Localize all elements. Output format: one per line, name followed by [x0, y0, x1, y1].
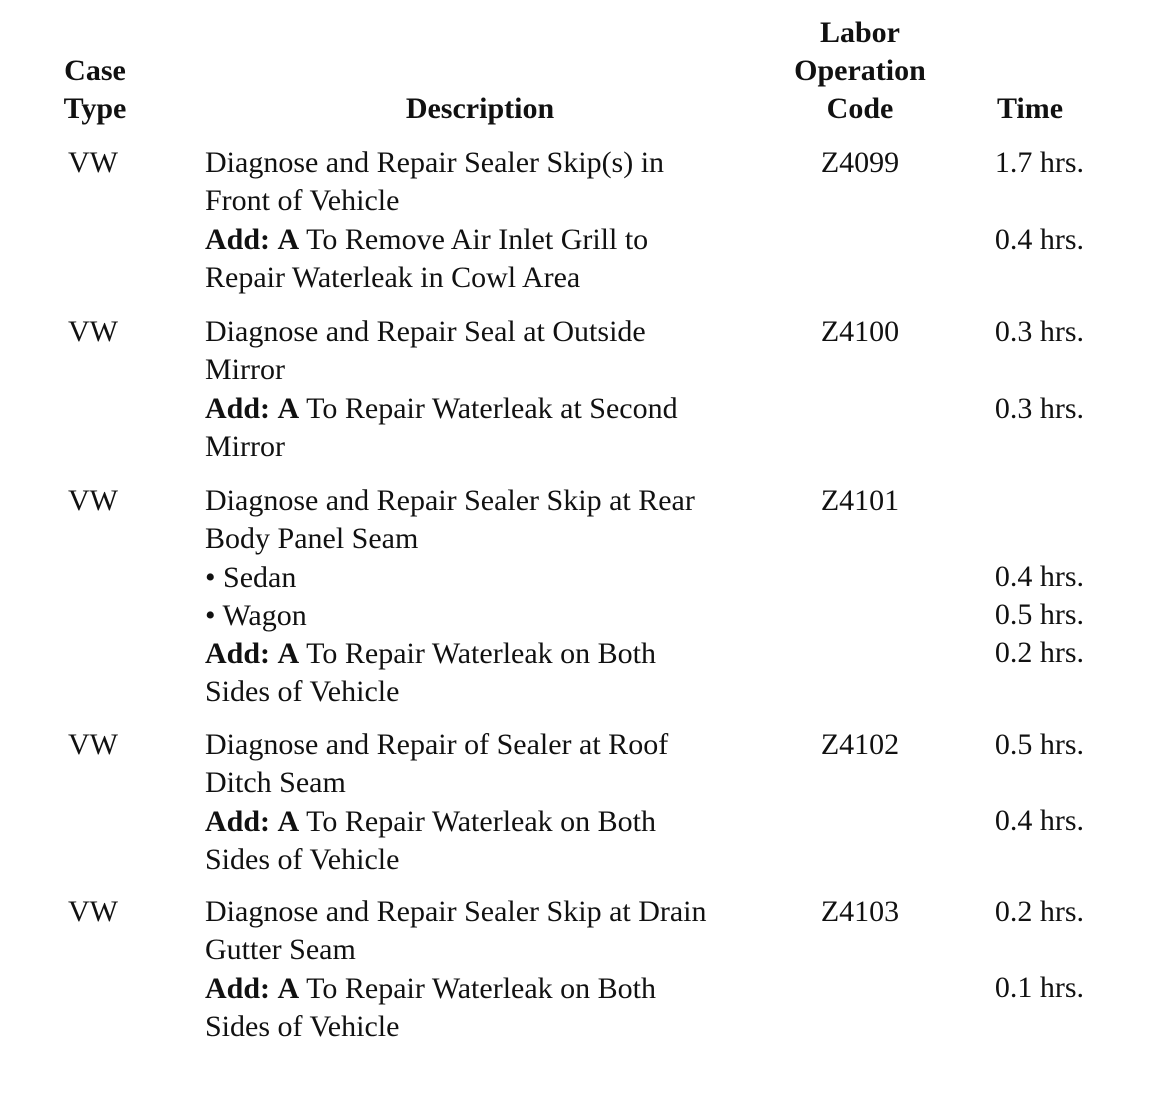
- row-5-add-line-2: Sides of Vehicle: [205, 1009, 400, 1043]
- row-2-desc-line-1: Diagnose and Repair Seal at Outside: [205, 315, 646, 348]
- row-1-case-type: VW: [68, 146, 118, 179]
- header-code-line-3: Code: [826, 92, 894, 125]
- row-1-add-line-1: [205, 221, 785, 259]
- row-4-add-text-1: To Repair Waterleak on Both: [306, 804, 657, 838]
- header-time-text: Time: [996, 92, 1064, 125]
- row-5-add-text-1: To Repair Waterleak on Both: [306, 971, 657, 1005]
- row-5-add-letter: A: [277, 971, 300, 1005]
- row-3-add-line-2: Sides of Vehicle: [205, 675, 400, 709]
- row-1-add-line-2: Repair Waterleak in Cowl Area: [205, 260, 581, 294]
- row-2-add-time: 0.3 hrs.: [994, 392, 1084, 425]
- row-2-code: Z4100: [820, 315, 900, 348]
- row-3-bullet-sedan: • Sedan: [205, 560, 297, 594]
- header-case-type-line-2: Type: [63, 92, 127, 125]
- row-1-add-text-1: To Remove Air Inlet Grill to: [306, 222, 649, 256]
- row-3-code: Z4101: [820, 484, 900, 517]
- row-3-description: [205, 482, 785, 712]
- row-3-desc-line-1: Diagnose and Repair Sealer Skip at Rear: [205, 484, 695, 517]
- row-4-add-prefix: Add:: [205, 804, 271, 838]
- row-1-add-prefix: Add:: [205, 222, 271, 256]
- row-4-desc-line-2: Ditch Seam: [205, 766, 346, 800]
- row-5-time: 0.2 hrs.: [994, 895, 1084, 928]
- row-5-add-prefix: Add:: [205, 971, 271, 1005]
- row-3-add-line-1: [205, 635, 785, 673]
- header-labor-operation-code: [770, 14, 950, 128]
- row-3-desc-line-2: Body Panel Seam: [205, 522, 419, 556]
- header-case-type: [40, 52, 150, 128]
- row-1-add-time: 0.4 hrs.: [994, 223, 1084, 256]
- row-2-add-line-1: [205, 390, 785, 428]
- row-2-add-line-2: Mirror: [205, 429, 285, 463]
- row-5-add-time: 0.1 hrs.: [994, 971, 1084, 1004]
- header-description-text: Description: [405, 92, 555, 125]
- row-1-time: 1.7 hrs.: [994, 146, 1084, 179]
- row-5-add-line-1: [205, 970, 785, 1008]
- row-4-code: Z4102: [820, 728, 900, 761]
- header-code-line-2: Operation: [794, 54, 926, 87]
- row-5-case-type: VW: [68, 895, 118, 928]
- row-2-add-text-1: To Repair Waterleak at Second: [306, 391, 678, 425]
- row-3-add-time: 0.2 hrs.: [994, 636, 1084, 669]
- row-5-desc-line-2: Gutter Seam: [205, 933, 356, 967]
- row-2-add-prefix: Add:: [205, 391, 271, 425]
- row-3-add-letter: A: [277, 637, 300, 671]
- row-5-desc-line-1: Diagnose and Repair Sealer Skip at Drain: [205, 895, 707, 928]
- header-code-line-1: Labor: [819, 16, 900, 49]
- row-4-description: [205, 726, 785, 879]
- row-4-add-time: 0.4 hrs.: [994, 804, 1084, 837]
- row-3-add-prefix: Add:: [205, 637, 271, 671]
- row-4-add-line-2: Sides of Vehicle: [205, 842, 400, 876]
- row-2-case-type: VW: [68, 315, 118, 348]
- row-1-code: Z4099: [820, 146, 900, 179]
- row-3-bullet-wagon: • Wagon: [205, 598, 307, 632]
- row-3-wagon-time: 0.5 hrs.: [994, 598, 1084, 631]
- header-description: [380, 90, 580, 128]
- row-3-add-text-1: To Repair Waterleak on Both: [306, 637, 657, 671]
- row-5-description: [205, 893, 785, 1046]
- header-time: [970, 90, 1090, 128]
- row-1-description: [205, 144, 785, 297]
- row-2-add-letter: A: [277, 391, 300, 425]
- row-4-add-letter: A: [277, 804, 300, 838]
- row-2-desc-line-2: Mirror: [205, 353, 285, 387]
- row-4-desc-line-1: Diagnose and Repair of Sealer at Roof: [205, 728, 669, 761]
- row-3-sedan-time: 0.4 hrs.: [994, 560, 1084, 593]
- header-case-type-line-1: Case: [64, 54, 126, 87]
- row-5-code: Z4103: [820, 895, 900, 928]
- row-1-desc-line-2: Front of Vehicle: [205, 184, 400, 218]
- row-4-time: 0.5 hrs.: [994, 728, 1084, 761]
- row-4-case-type: VW: [68, 728, 118, 761]
- row-3-case-type: VW: [68, 484, 118, 517]
- row-1-desc-line-1: Diagnose and Repair Sealer Skip(s) in: [205, 146, 665, 179]
- row-2-time: 0.3 hrs.: [994, 315, 1084, 348]
- row-4-add-line-1: [205, 803, 785, 841]
- row-2-description: [205, 313, 785, 466]
- row-1-add-letter: A: [277, 222, 300, 256]
